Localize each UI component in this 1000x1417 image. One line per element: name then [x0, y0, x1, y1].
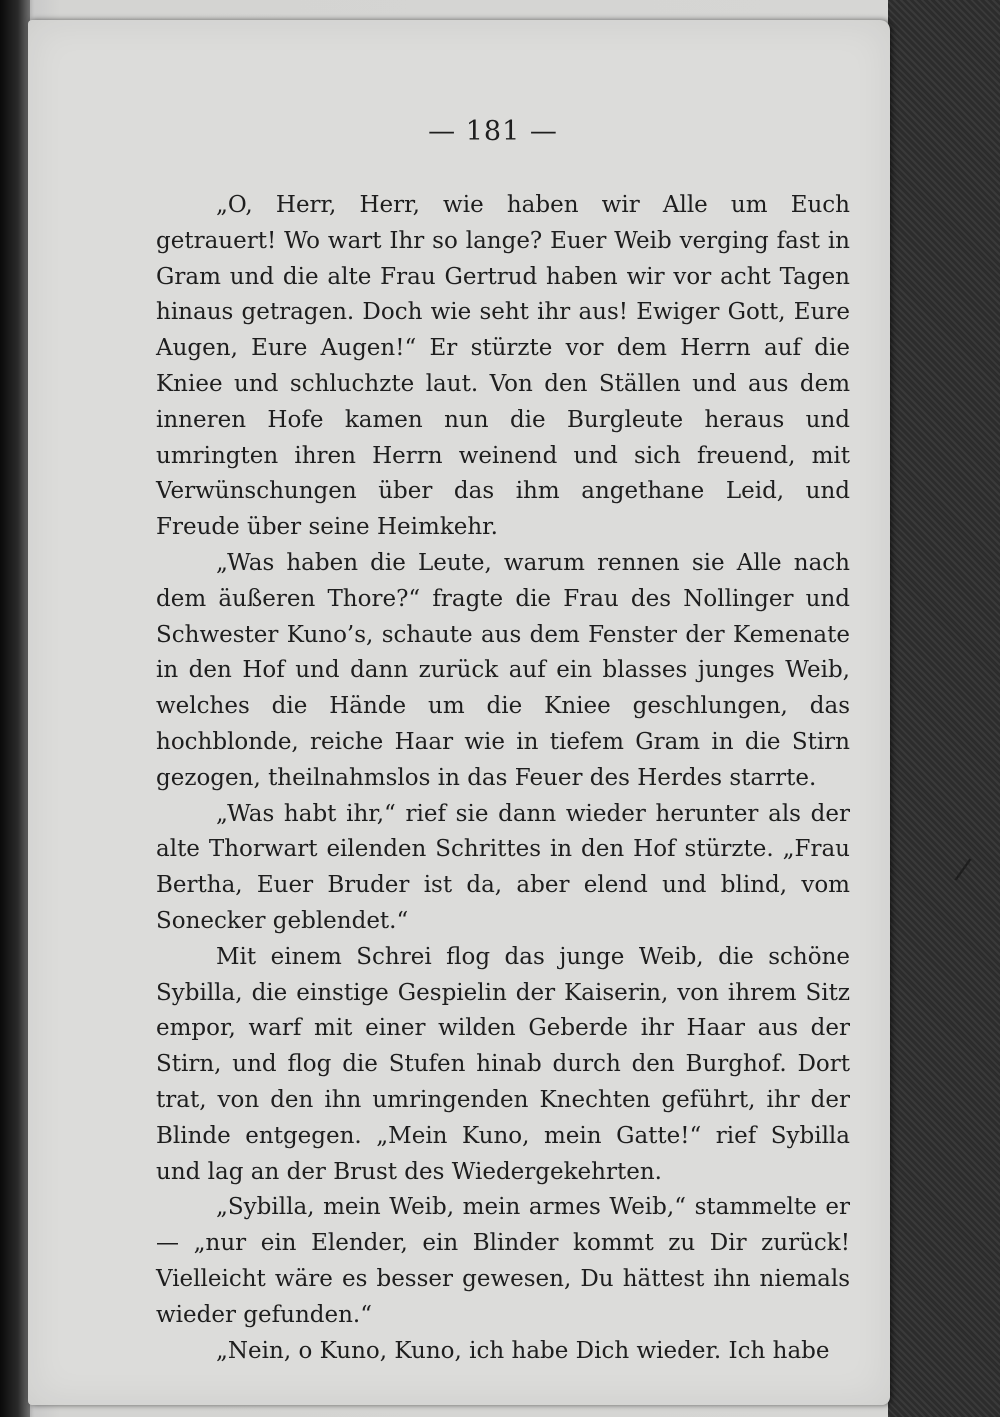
paragraph-4: Mit einem Schrei flog das junge Weib, die schöne Sybilla, die einstige Gespielin der Kaiserin, von ihrem Sitz empor, warf mit einer wilden Geberde ihr Haar aus der Stirn, und flog die Stufen hinab durch den Burghof. Dort trat, von den ihn umringenden Knechten geführt, ihr der Blinde entgegen. „Mein Kuno, mein Gatte!“ rief Sybilla und lag an der Brust des Wiedergekehrten.	[156, 943, 850, 1185]
book-cover-edge	[888, 0, 1000, 1417]
book-binding	[0, 0, 30, 1417]
ink-speck: /	[952, 851, 974, 888]
paragraph-6: „Nein, o Kuno, Kuno, ich habe Dich wieder. Ich habe	[216, 1337, 830, 1364]
paragraph-3: „Was habt ihr,“ rief sie dann wieder herunter als der alte Thorwart eilenden Schrittes in den Hof stürzte. „Frau Bertha, Euer Bruder ist da, aber elend und blind, vom Sonecker geblendet.“	[156, 800, 850, 934]
paragraph-5: „Sybilla, mein Weib, mein armes Weib,“ stammelte er — „nur ein Elender, ein Blinder kommt zu Dir zurück! Vielleicht wäre es besser gewesen, Du hättest ihn niemals wieder gefunden.“	[156, 1194, 850, 1328]
page-text	[156, 188, 850, 1369]
page-number: — 181 —	[428, 116, 558, 147]
paragraph-1: „O, Herr, Herr, wie haben wir Alle um Euch getrauert! Wo wart Ihr so lange? Euer Weib verging fast in Gram und die alte Frau Gertrud haben wir vor acht Tagen hinaus getragen. Doch wie seht ihr aus! Ewiger Gott, Eure Augen, Eure Augen!“ Er stürzte vor dem Herrn auf die Kniee und schluchzte laut. Von den Ställen und aus dem inneren Hofe kamen nun die Burgleute heraus und umringten ihren Herrn weinend und sich freuend, mit Verwünschungen über das ihm angethane Leid, und Freude über seine Heimkehr.	[156, 192, 850, 541]
paragraph-2: „Was haben die Leute, warum rennen sie Alle nach dem äußeren Thore?“ fragte die Frau des Nollinger und Schwester Kuno’s, schaute aus dem Fenster der Kemenate in den Hof und dann zurück auf ein blasses junges Weib, welches die Hände um die Kniee geschlungen, das hochblonde, reiche Haar wie in tiefem Gram in die Stirn gezogen, theilnahmslos in das Feuer des Herdes starrte.	[156, 549, 850, 791]
book-page	[28, 20, 890, 1405]
